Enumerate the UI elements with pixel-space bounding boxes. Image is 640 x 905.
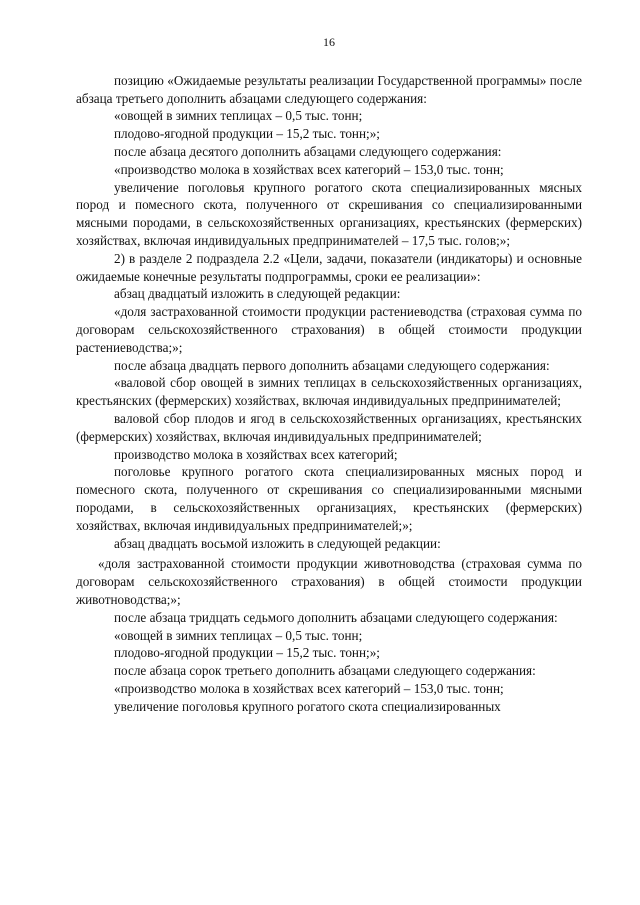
paragraph: «овощей в зимних теплицах – 0,5 тыс. тонн; xyxy=(114,627,363,643)
paragraph: «производство молока в хозяйствах всех категорий – 153,0 тыс. тонн; xyxy=(114,161,504,177)
paragraph: после абзаца тридцать седьмого дополнить абзацами следующего содержания: xyxy=(114,609,558,625)
document-page xyxy=(76,34,582,715)
paragraph: плодово-ягодной продукции – 15,2 тыс. тонн;»; xyxy=(114,126,380,142)
paragraph: увеличение поголовья крупного рогатого скота специализированных xyxy=(114,698,501,714)
paragraph: «овощей в зимних теплицах – 0,5 тыс. тонн; xyxy=(114,108,363,124)
paragraph: 2) в разделе 2 подраздела 2.2 «Цели, задачи, показатели (индикаторы) и основные ожидаемые конечные результаты подпрограммы, сроки ее реализации»: xyxy=(76,250,582,284)
paragraph: после абзаца сорок третьего дополнить абзацами следующего содержания: xyxy=(114,663,536,679)
page-number: 16 xyxy=(323,35,335,49)
paragraph: «валовой сбор овощей в зимних теплицах в сельскохозяйственных организациях, крестьянских (фермерских) хозяйствах, включая индивидуальных предпринимателей; xyxy=(76,375,582,409)
paragraph: позицию «Ожидаемые результаты реализации Государственной программы» после абзаца третьего дополнить абзацами следующего содержания: xyxy=(76,72,582,106)
paragraph: увеличение поголовья крупного рогатого скота специализированных мясных пород и помесного скота, полученного от скрешивания со специализированными мясными породами, в сельскохозяйственных организациях, крестьянских (фермерских) хозяйствах, включая индивидуальных предпринимателей – 17,5 тыс. голов;»; xyxy=(76,179,582,248)
paragraph: после абзаца десятого дополнить абзацами следующего содержания: xyxy=(114,143,502,159)
paragraph: абзац двадцатый изложить в следующей редакции: xyxy=(114,286,401,302)
document-body xyxy=(76,72,582,716)
paragraph: плодово-ягодной продукции – 15,2 тыс. тонн;»; xyxy=(114,645,380,661)
paragraph: после абзаца двадцать первого дополнить абзацами следующего содержания: xyxy=(114,357,550,373)
paragraph: «доля застрахованной стоимости продукции растениеводства (страховая сумма по договорам сельскохозяйственного страхования) в общей стоимости продукции растениеводства;»; xyxy=(76,304,582,355)
paragraph: «доля застрахованной стоимости продукции животноводства (страховая сумма по договорам сельскохозяйственного страхования) в общей стоимости продукции животноводства;»; xyxy=(76,556,582,607)
paragraph: поголовье крупного рогатого скота специализированных мясных пород и помесного скота, полученного от скрешивания со специализированными мясными породами, в сельскохозяйственных организациях, крестьянских (фермерских) хозяйствах, включая индивидуальных предпринимателей;»; xyxy=(76,464,582,533)
paragraph: абзац двадцать восьмой изложить в следующей редакции: xyxy=(114,535,441,551)
paragraph: «производство молока в хозяйствах всех категорий – 153,0 тыс. тонн; xyxy=(114,680,504,696)
paragraph: производство молока в хозяйствах всех категорий; xyxy=(114,446,398,462)
paragraph: валовой сбор плодов и ягод в сельскохозяйственных организациях, крестьянских (фермерских) хозяйствах, включая индивидуальных предпринимателей; xyxy=(76,410,582,444)
